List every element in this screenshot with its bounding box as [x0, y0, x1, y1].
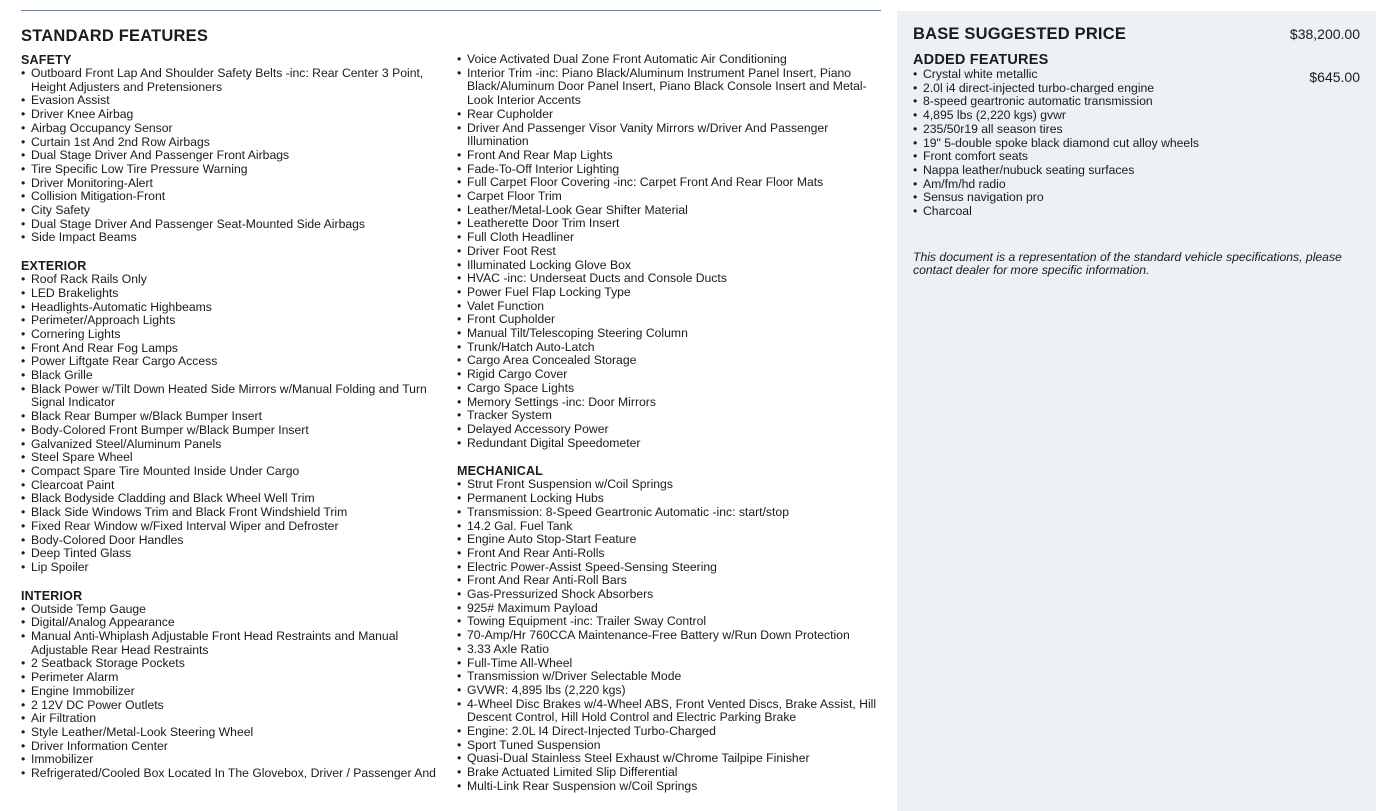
- feature-item: • Side Impact Beams: [21, 231, 451, 245]
- feature-section: [457, 53, 887, 450]
- base-price-row: [913, 25, 1360, 44]
- feature-item: • Engine Auto Stop-Start Feature: [457, 533, 887, 547]
- feature-item: • Full-Time All-Wheel: [457, 657, 887, 671]
- feature-item: • Strut Front Suspension w/Coil Springs: [457, 478, 887, 492]
- feature-item: • Permanent Locking Hubs: [457, 492, 887, 506]
- feature-item: • Driver Monitoring-Alert: [21, 177, 451, 191]
- section-heading: EXTERIOR: [21, 259, 87, 274]
- added-feature-item: • 8-speed geartronic automatic transmission: [913, 95, 1360, 109]
- feature-item: • Front And Rear Anti-Rolls: [457, 547, 887, 561]
- feature-list: [457, 478, 887, 793]
- feature-item: • Outside Temp Gauge: [21, 603, 451, 617]
- added-feature-label: • Crystal white metallic: [923, 67, 1038, 81]
- feature-item: • Full Carpet Floor Covering -inc: Carpet Front And Rear Floor Mats: [457, 176, 887, 190]
- feature-item: • Cornering Lights: [21, 328, 451, 342]
- feature-item: • Front And Rear Anti-Roll Bars: [457, 574, 887, 588]
- feature-item: • City Safety: [21, 204, 451, 218]
- feature-list: [21, 67, 451, 245]
- feature-item: • Engine Immobilizer: [21, 685, 451, 699]
- feature-item: • Fixed Rear Window w/Fixed Interval Wiper and Defroster: [21, 520, 451, 534]
- added-feature-item: • 4,895 lbs (2,220 kgs) gvwr: [913, 109, 1360, 123]
- feature-item: • 14.2 Gal. Fuel Tank: [457, 520, 887, 534]
- feature-item: • Air Filtration: [21, 712, 451, 726]
- feature-item: • Transmission: 8-Speed Geartronic Automatic -inc: start/stop: [457, 506, 887, 520]
- feature-item: • Black Rear Bumper w/Black Bumper Insert: [21, 410, 451, 424]
- feature-item: • Collision Mitigation-Front: [21, 190, 451, 204]
- feature-item: • Carpet Floor Trim: [457, 190, 887, 204]
- section-heading: SAFETY: [21, 53, 72, 67]
- feature-item: • Tire Specific Low Tire Pressure Warning: [21, 163, 451, 177]
- page-title: STANDARD FEATURES: [21, 27, 209, 45]
- top-divider: [21, 10, 881, 11]
- feature-item: • Driver And Passenger Visor Vanity Mirrors w/Driver And Passenger Illumination: [457, 122, 887, 149]
- feature-item: • Voice Activated Dual Zone Front Automatic Air Conditioning: [457, 53, 887, 67]
- feature-item: • Style Leather/Metal-Look Steering Wheel: [21, 726, 451, 740]
- feature-item: • Power Liftgate Rear Cargo Access: [21, 355, 451, 369]
- feature-item: • Sport Tuned Suspension: [457, 739, 887, 753]
- feature-item: • LED Brakelights: [21, 287, 451, 301]
- feature-item: • Black Power w/Tilt Down Heated Side Mirrors w/Manual Folding and Turn Signal Indicator: [21, 383, 451, 410]
- feature-item: • Evasion Assist: [21, 94, 451, 108]
- feature-item: • Interior Trim -inc: Piano Black/Aluminum Instrument Panel Insert, Piano Black/Aluminum Door Panel Insert, Piano Black Console Insert and Metal-Look Interior Accents: [457, 67, 887, 108]
- feature-item: • Perimeter/Approach Lights: [21, 314, 451, 328]
- feature-item: • Body-Colored Door Handles: [21, 534, 451, 548]
- feature-item: • Manual Tilt/Telescoping Steering Column: [457, 327, 887, 341]
- feature-item: • Dual Stage Driver And Passenger Front Airbags: [21, 149, 451, 163]
- added-feature-item: • 235/50r19 all season tires: [913, 123, 1360, 137]
- added-feature-item: • Nappa leather/nubuck seating surfaces: [913, 164, 1360, 178]
- feature-item: • 2 12V DC Power Outlets: [21, 699, 451, 713]
- feature-item: • Trunk/Hatch Auto-Latch: [457, 341, 887, 355]
- feature-item: • Power Fuel Flap Locking Type: [457, 286, 887, 300]
- feature-item: • Driver Information Center: [21, 740, 451, 754]
- disclaimer: This document is a representation of the standard vehicle specifications, please contact dealer for more specific information.: [913, 249, 1342, 278]
- feature-item: • Galvanized Steel/Aluminum Panels: [21, 438, 451, 452]
- added-feature-item: • Sensus navigation pro: [913, 191, 1360, 205]
- added-features-list: [913, 68, 1360, 219]
- feature-item: • Perimeter Alarm: [21, 671, 451, 685]
- feature-item: • Front Cupholder: [457, 313, 887, 327]
- feature-section: [21, 53, 451, 245]
- feature-item: • Steel Spare Wheel: [21, 451, 451, 465]
- feature-item: • HVAC -inc: Underseat Ducts and Console Ducts: [457, 272, 887, 286]
- feature-item: • Electric Power-Assist Speed-Sensing Steering: [457, 561, 887, 575]
- feature-item: • Delayed Accessory Power: [457, 423, 887, 437]
- added-feature-item: • 19" 5-double spoke black diamond cut alloy wheels: [913, 137, 1360, 151]
- feature-section: [457, 464, 887, 793]
- feature-item: • Manual Anti-Whiplash Adjustable Front Head Restraints and Manual Adjustable Rear Head Restraints: [21, 630, 451, 657]
- added-feature-item: • Charcoal: [913, 205, 1360, 219]
- feature-item: • Fade-To-Off Interior Lighting: [457, 163, 887, 177]
- feature-list: [21, 273, 451, 574]
- feature-item: • Cargo Area Concealed Storage: [457, 354, 887, 368]
- feature-item: • GVWR: 4,895 lbs (2,220 kgs): [457, 684, 887, 698]
- middle-feature-column: [457, 53, 887, 808]
- section-heading: INTERIOR: [21, 588, 83, 603]
- feature-item: • Full Cloth Headliner: [457, 231, 887, 245]
- added-feature-row: [923, 67, 1360, 85]
- feature-item: • 4-Wheel Disc Brakes w/4-Wheel ABS, Front Vented Discs, Brake Assist, Hill Descent Control, Hill Hold Control and Electric Parking Brake: [457, 698, 887, 725]
- feature-item: • Body-Colored Front Bumper w/Black Bumper Insert: [21, 424, 451, 438]
- feature-item: • Engine: 2.0L I4 Direct-Injected Turbo-Charged: [457, 725, 887, 739]
- feature-item: • Headlights-Automatic Highbeams: [21, 301, 451, 315]
- feature-item: • Cargo Space Lights: [457, 382, 887, 396]
- feature-item: • Redundant Digital Speedometer: [457, 437, 887, 451]
- feature-item: • Driver Knee Airbag: [21, 108, 451, 122]
- feature-item: • Transmission w/Driver Selectable Mode: [457, 670, 887, 684]
- feature-item: • 3.33 Axle Ratio: [457, 643, 887, 657]
- feature-item: • Multi-Link Rear Suspension w/Coil Springs: [457, 780, 887, 794]
- added-feature-item: • Am/fm/hd radio: [913, 178, 1360, 192]
- feature-item: • Leatherette Door Trim Insert: [457, 217, 887, 231]
- feature-item: • Refrigerated/Cooled Box Located In The Glovebox, Driver / Passenger And: [21, 767, 451, 781]
- feature-item: • Front And Rear Map Lights: [457, 149, 887, 163]
- feature-item: • 70-Amp/Hr 760CCA Maintenance-Free Battery w/Run Down Protection: [457, 629, 887, 643]
- added-feature-item: [913, 67, 1360, 85]
- feature-item: • Front And Rear Fog Lamps: [21, 342, 451, 356]
- feature-section: [21, 259, 451, 574]
- feature-item: • Rigid Cargo Cover: [457, 368, 887, 382]
- feature-item: • Black Grille: [21, 369, 451, 383]
- feature-item: • Digital/Analog Appearance: [21, 616, 451, 630]
- feature-item: • Compact Spare Tire Mounted Inside Under Cargo: [21, 465, 451, 479]
- base-price-title: BASE SUGGESTED PRICE: [913, 25, 1127, 43]
- feature-item: • Black Bodyside Cladding and Black Wheel Well Trim: [21, 492, 451, 506]
- feature-item: • Gas-Pressurized Shock Absorbers: [457, 588, 887, 602]
- feature-item: • 925# Maximum Payload: [457, 602, 887, 616]
- price-panel: [897, 11, 1376, 811]
- base-price-value: $38,200.00: [1289, 26, 1360, 42]
- feature-list: [457, 53, 887, 450]
- feature-item: • Driver Foot Rest: [457, 245, 887, 259]
- added-feature-price: $645.00: [1309, 69, 1360, 85]
- feature-item: • Outboard Front Lap And Shoulder Safety Belts -inc: Rear Center 3 Point, Height Adjusters and Pretensioners: [21, 67, 451, 94]
- feature-item: • 2 Seatback Storage Pockets: [21, 657, 451, 671]
- feature-item: • Lip Spoiler: [21, 561, 451, 575]
- feature-item: • Brake Actuated Limited Slip Differential: [457, 766, 887, 780]
- feature-item: • Roof Rack Rails Only: [21, 273, 451, 287]
- feature-item: • Deep Tinted Glass: [21, 547, 451, 561]
- added-features-title: ADDED FEATURES: [913, 52, 1049, 68]
- left-feature-column: [21, 53, 451, 795]
- added-feature-item: • 2.0l i4 direct-injected turbo-charged engine: [913, 82, 1360, 96]
- feature-item: • Quasi-Dual Stainless Steel Exhaust w/Chrome Tailpipe Finisher: [457, 752, 887, 766]
- section-heading: MECHANICAL: [457, 464, 544, 479]
- feature-item: • Valet Function: [457, 300, 887, 314]
- feature-item: • Dual Stage Driver And Passenger Seat-Mounted Side Airbags: [21, 218, 451, 232]
- feature-section: [21, 589, 451, 781]
- feature-item: • Illuminated Locking Glove Box: [457, 259, 887, 273]
- feature-item: • Black Side Windows Trim and Black Front Windshield Trim: [21, 506, 451, 520]
- feature-item: • Immobilizer: [21, 753, 451, 767]
- feature-item: • Airbag Occupancy Sensor: [21, 122, 451, 136]
- feature-list: [21, 603, 451, 781]
- feature-item: • Clearcoat Paint: [21, 479, 451, 493]
- feature-item: • Towing Equipment -inc: Trailer Sway Control: [457, 615, 887, 629]
- added-feature-item: • Front comfort seats: [913, 150, 1360, 164]
- feature-item: • Rear Cupholder: [457, 108, 887, 122]
- feature-item: • Tracker System: [457, 409, 887, 423]
- feature-item: • Curtain 1st And 2nd Row Airbags: [21, 136, 451, 150]
- feature-item: • Memory Settings -inc: Door Mirrors: [457, 396, 887, 410]
- feature-item: • Leather/Metal-Look Gear Shifter Material: [457, 204, 887, 218]
